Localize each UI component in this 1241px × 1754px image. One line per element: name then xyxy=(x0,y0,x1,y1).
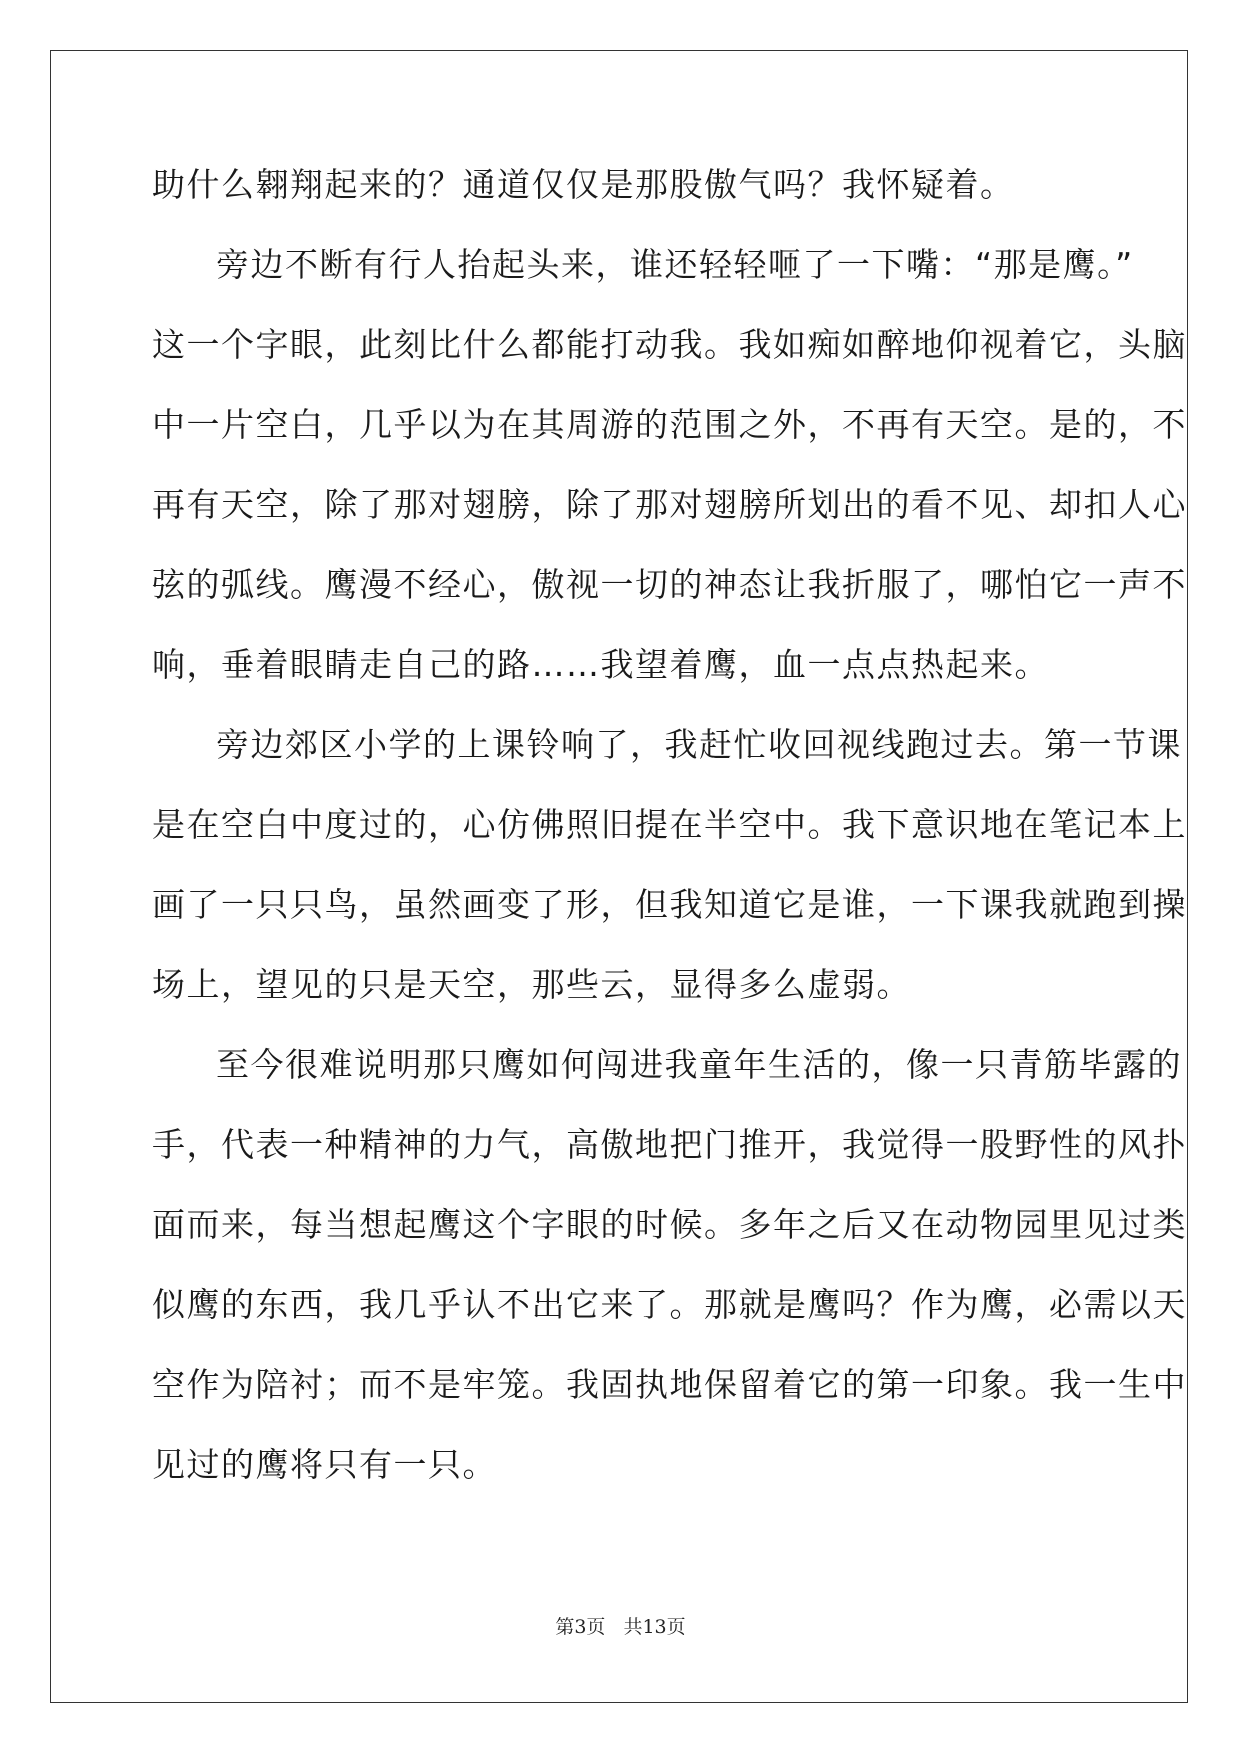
text-line: 空作为陪衬；而不是牢笼。我固执地保留着它的第一印象。我一生中 xyxy=(152,1365,1187,1404)
page-footer xyxy=(0,1612,1241,1639)
page-number-total: 共13页 xyxy=(623,1616,686,1638)
text-line: 助什么翱翔起来的？通道仅仅是那股傲气吗？我怀疑着。 xyxy=(152,165,1015,204)
text-line: 这一个字眼，此刻比什么都能打动我。我如痴如醉地仰视着它，头脑 xyxy=(152,325,1187,364)
paragraph-start-line: 旁边郊区小学的上课铃响了，我赶忙收回视线跑过去。第一节课 xyxy=(216,725,1182,764)
paragraph-start-line: 至今很难说明那只鹰如何闯进我童年生活的，像一只青筋毕露的 xyxy=(216,1045,1182,1084)
text-line: 响，垂着眼睛走自己的路……我望着鹰，血一点点热起来。 xyxy=(152,645,1049,684)
text-line: 是在空白中度过的，心仿佛照旧提在半空中。我下意识地在笔记本上 xyxy=(152,805,1187,844)
text-line: 弦的弧线。鹰漫不经心，傲视一切的神态让我折服了，哪怕它一声不 xyxy=(152,565,1187,604)
text-line: 中一片空白，几乎以为在其周游的范围之外，不再有天空。是的，不 xyxy=(152,405,1187,444)
text-line: 似鹰的东西，我几乎认不出它来了。那就是鹰吗？作为鹰，必需以天 xyxy=(152,1285,1187,1324)
text-line: 场上，望见的只是天空，那些云，显得多么虚弱。 xyxy=(152,965,911,1004)
page-number-current: 第3页 xyxy=(555,1616,606,1638)
paragraph-start-line: 旁边不断有行人抬起头来，谁还轻轻咂了一下嘴：“那是鹰。” xyxy=(216,245,1134,284)
text-line: 面而来，每当想起鹰这个字眼的时候。多年之后又在动物园里见过类 xyxy=(152,1205,1187,1244)
text-line: 再有天空，除了那对翅膀，除了那对翅膀所划出的看不见、却扣人心 xyxy=(152,485,1187,524)
text-line: 见过的鹰将只有一只。 xyxy=(152,1445,497,1484)
text-line: 画了一只只鸟，虽然画变了形，但我知道它是谁，一下课我就跑到操 xyxy=(152,885,1187,924)
text-line: 手，代表一种精神的力气，高傲地把门推开，我觉得一股野性的风扑 xyxy=(152,1125,1187,1164)
